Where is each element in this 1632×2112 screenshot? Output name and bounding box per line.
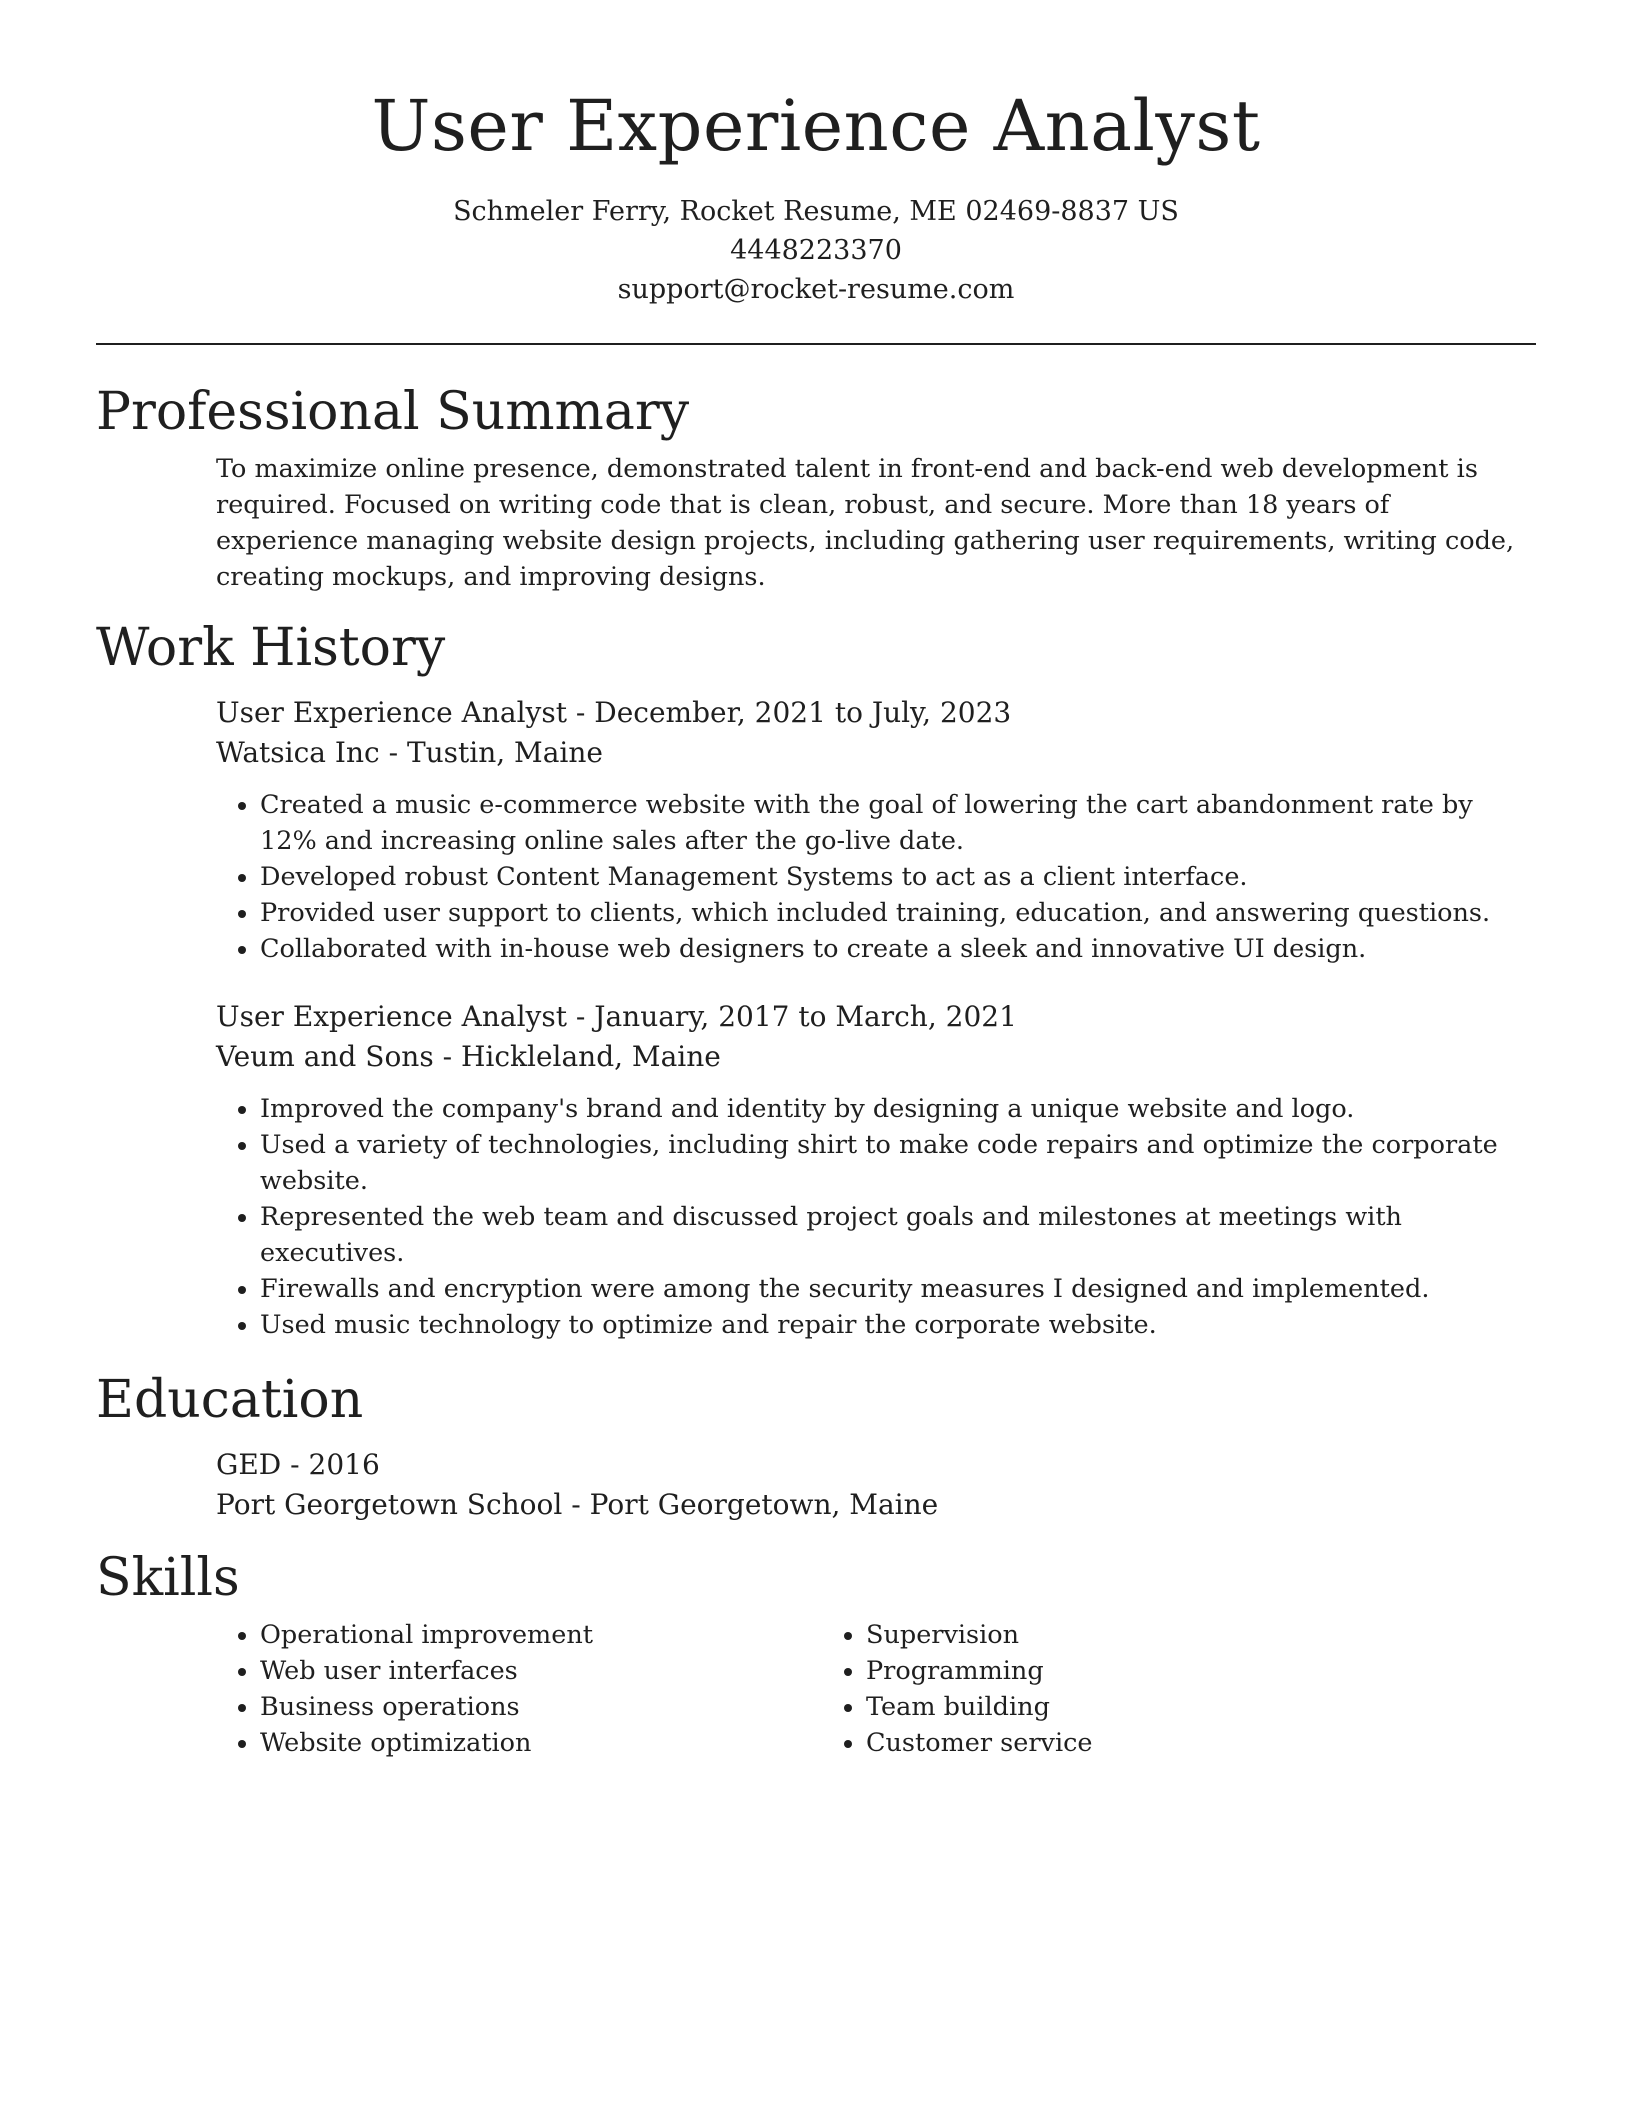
job-dates: January, 2017 to March, 2021 <box>594 1000 1017 1033</box>
list-item: • Used a variety of technologies, including shirt to make code repairs and optimize the corporate website. <box>260 1127 1536 1199</box>
list-item: • Created a music e-commerce website with the goal of lowering the cart abandonment rate by 12% and increasing online sales after the go-live date. <box>260 787 1536 859</box>
list-item: • Provided user support to clients, which included training, education, and answering questions. <box>260 895 1536 931</box>
school-line <box>216 1485 1536 1525</box>
list-item: • Improved the company's brand and identity by designing a unique website and logo. <box>260 1091 1536 1127</box>
job-title-line <box>216 693 1536 733</box>
resume-header <box>96 0 1536 309</box>
contact-block <box>96 192 1536 309</box>
separator: - <box>566 1000 595 1033</box>
skill-item: • Programming <box>866 1653 1428 1689</box>
school-name: Port Georgetown School <box>216 1488 563 1521</box>
degree: GED <box>216 1448 282 1481</box>
education-heading: Education <box>96 1370 364 1430</box>
skill-item: • Operational improvement <box>260 1617 822 1653</box>
skill-item: • Customer service <box>866 1725 1428 1761</box>
skill-item: • Website optimization <box>260 1725 822 1761</box>
header-divider <box>96 343 1536 345</box>
separator: - <box>562 1488 590 1521</box>
job-location: Tustin, Maine <box>406 736 603 769</box>
resume-page <box>96 0 1536 1761</box>
education-entry <box>96 1445 1536 1525</box>
skill-item: • Web user interfaces <box>260 1653 822 1689</box>
job-bullets <box>216 787 1536 967</box>
job-entry <box>96 693 1536 967</box>
skill-item: • Business operations <box>260 1689 822 1725</box>
summary-section <box>96 381 1536 595</box>
skill-item: • Team building <box>866 1689 1428 1725</box>
skills-grid <box>216 1617 1536 1761</box>
separator: - <box>566 696 595 729</box>
graduation-year: 2016 <box>308 1448 380 1481</box>
school-location: Port Georgetown, Maine <box>589 1488 939 1521</box>
list-item: • Represented the web team and discussed project goals and milestones at meetings with executives. <box>260 1199 1536 1271</box>
skills-column-right <box>822 1617 1428 1761</box>
education-section <box>96 1369 1536 1525</box>
list-item: • Firewalls and encryption were among the security measures I designed and implemented. <box>260 1271 1536 1307</box>
job-location: Hickleland, Maine <box>460 1040 721 1073</box>
list-item: • Developed robust Content Management Systems to act as a client interface. <box>260 859 1536 895</box>
job-dates: December, 2021 to July, 2023 <box>594 696 1012 729</box>
job-role: User Experience Analyst <box>216 696 567 729</box>
email: support@rocket-resume.com <box>617 274 1015 305</box>
job-role: User Experience Analyst <box>216 1000 567 1033</box>
job-bullets <box>216 1091 1536 1343</box>
summary-text: To maximize online presence, demonstrated talent in front-end and back-end web development is required. Focused on writing code that is clean, robust, and secure. More than 18 years of experience managing website design projects, including gathering user requirements, writing code, creating mockups, and improving designs. <box>216 454 1515 592</box>
work-history-heading: Work History <box>96 618 446 678</box>
job-company: Watsica Inc <box>216 736 380 769</box>
phone: 4448223370 <box>730 235 902 266</box>
address: Schmeler Ferry, Rocket Resume, ME 02469-8837 US <box>453 196 1179 227</box>
job-company-line <box>216 1037 1536 1077</box>
list-item: • Used music technology to optimize and repair the corporate website. <box>260 1307 1536 1343</box>
list-item: • Collaborated with in-house web designers to create a sleek and innovative UI design. <box>260 931 1536 967</box>
separator: - <box>379 736 407 769</box>
degree-line <box>216 1445 1536 1485</box>
job-entry <box>96 997 1536 1343</box>
job-company-line <box>216 733 1536 773</box>
skill-item: • Supervision <box>866 1617 1428 1653</box>
work-history-section <box>96 617 1536 1343</box>
candidate-name: User Experience Analyst <box>371 85 1261 167</box>
skills-column-left <box>216 1617 822 1761</box>
summary-heading: Professional Summary <box>96 382 690 442</box>
separator: - <box>433 1040 461 1073</box>
separator: - <box>281 1448 309 1481</box>
job-title-line <box>216 997 1536 1037</box>
skills-heading: Skills <box>96 1548 240 1608</box>
skills-section <box>96 1547 1536 1761</box>
job-company: Veum and Sons <box>216 1040 434 1073</box>
